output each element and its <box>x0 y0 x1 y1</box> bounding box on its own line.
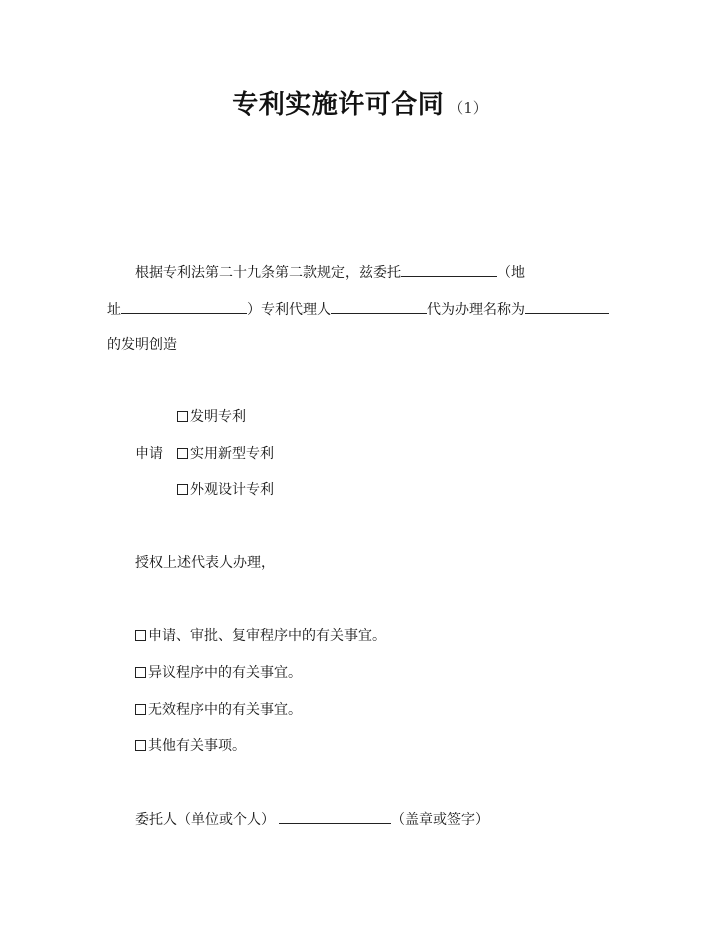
paragraph-line-1 <box>135 262 525 283</box>
matter-label: 申请、审批、复审程序中的有关事宜。 <box>148 628 386 644</box>
authorize-text: 授权上述代表人办理， <box>135 555 275 571</box>
matter-item[interactable] <box>135 626 386 646</box>
checkbox-icon[interactable] <box>177 411 188 422</box>
title-number: （1） <box>448 99 488 117</box>
checkbox-icon[interactable] <box>135 630 146 641</box>
matter-item[interactable] <box>135 700 302 720</box>
matter-label: 其他有关事项。 <box>148 738 246 754</box>
principal-blank[interactable] <box>279 809 391 824</box>
address-label: 址 <box>107 302 121 318</box>
principal-line <box>135 809 489 830</box>
authorize-line <box>135 553 275 573</box>
option-utility-model[interactable] <box>177 444 274 464</box>
matter-item[interactable] <box>135 736 246 756</box>
matter-label: 无效程序中的有关事宜。 <box>148 702 302 718</box>
principal-label: 委托人（单位或个人） <box>135 812 275 828</box>
checkbox-icon[interactable] <box>135 667 146 678</box>
option-label: 实用新型专利 <box>190 446 274 462</box>
patent-agent-blank[interactable] <box>331 299 427 314</box>
seal-note: （盖章或签字） <box>391 812 489 828</box>
invention-name-blank[interactable] <box>525 299 609 314</box>
paragraph-line-3 <box>107 335 177 355</box>
address-blank[interactable] <box>121 299 247 314</box>
checkbox-icon[interactable] <box>177 484 188 495</box>
option-label: 发明专利 <box>190 409 246 425</box>
option-design-patent[interactable] <box>177 480 274 500</box>
handle-name-text: 代为办理名称为 <box>427 302 525 318</box>
agent-blank[interactable] <box>401 262 497 277</box>
checkbox-icon[interactable] <box>135 740 146 751</box>
option-label: 外观设计专利 <box>190 482 274 498</box>
entrust-text: 根据专利法第二十九条第二款规定，兹委托 <box>135 265 401 281</box>
apply-label <box>135 444 163 464</box>
option-invention-patent[interactable] <box>177 407 246 427</box>
patent-agent-text: ）专利代理人 <box>247 302 331 318</box>
checkbox-icon[interactable] <box>177 448 188 459</box>
title-text: 专利实施许可合同 <box>232 90 445 120</box>
invention-text: 的发明创造 <box>107 337 177 353</box>
address-open-text: （地 <box>497 265 525 281</box>
matter-label: 异议程序中的有关事宜。 <box>148 665 302 681</box>
document-title <box>0 84 720 121</box>
matter-item[interactable] <box>135 663 302 683</box>
checkbox-icon[interactable] <box>135 704 146 715</box>
apply-text: 申请 <box>135 446 163 462</box>
paragraph-line-2 <box>107 299 609 320</box>
